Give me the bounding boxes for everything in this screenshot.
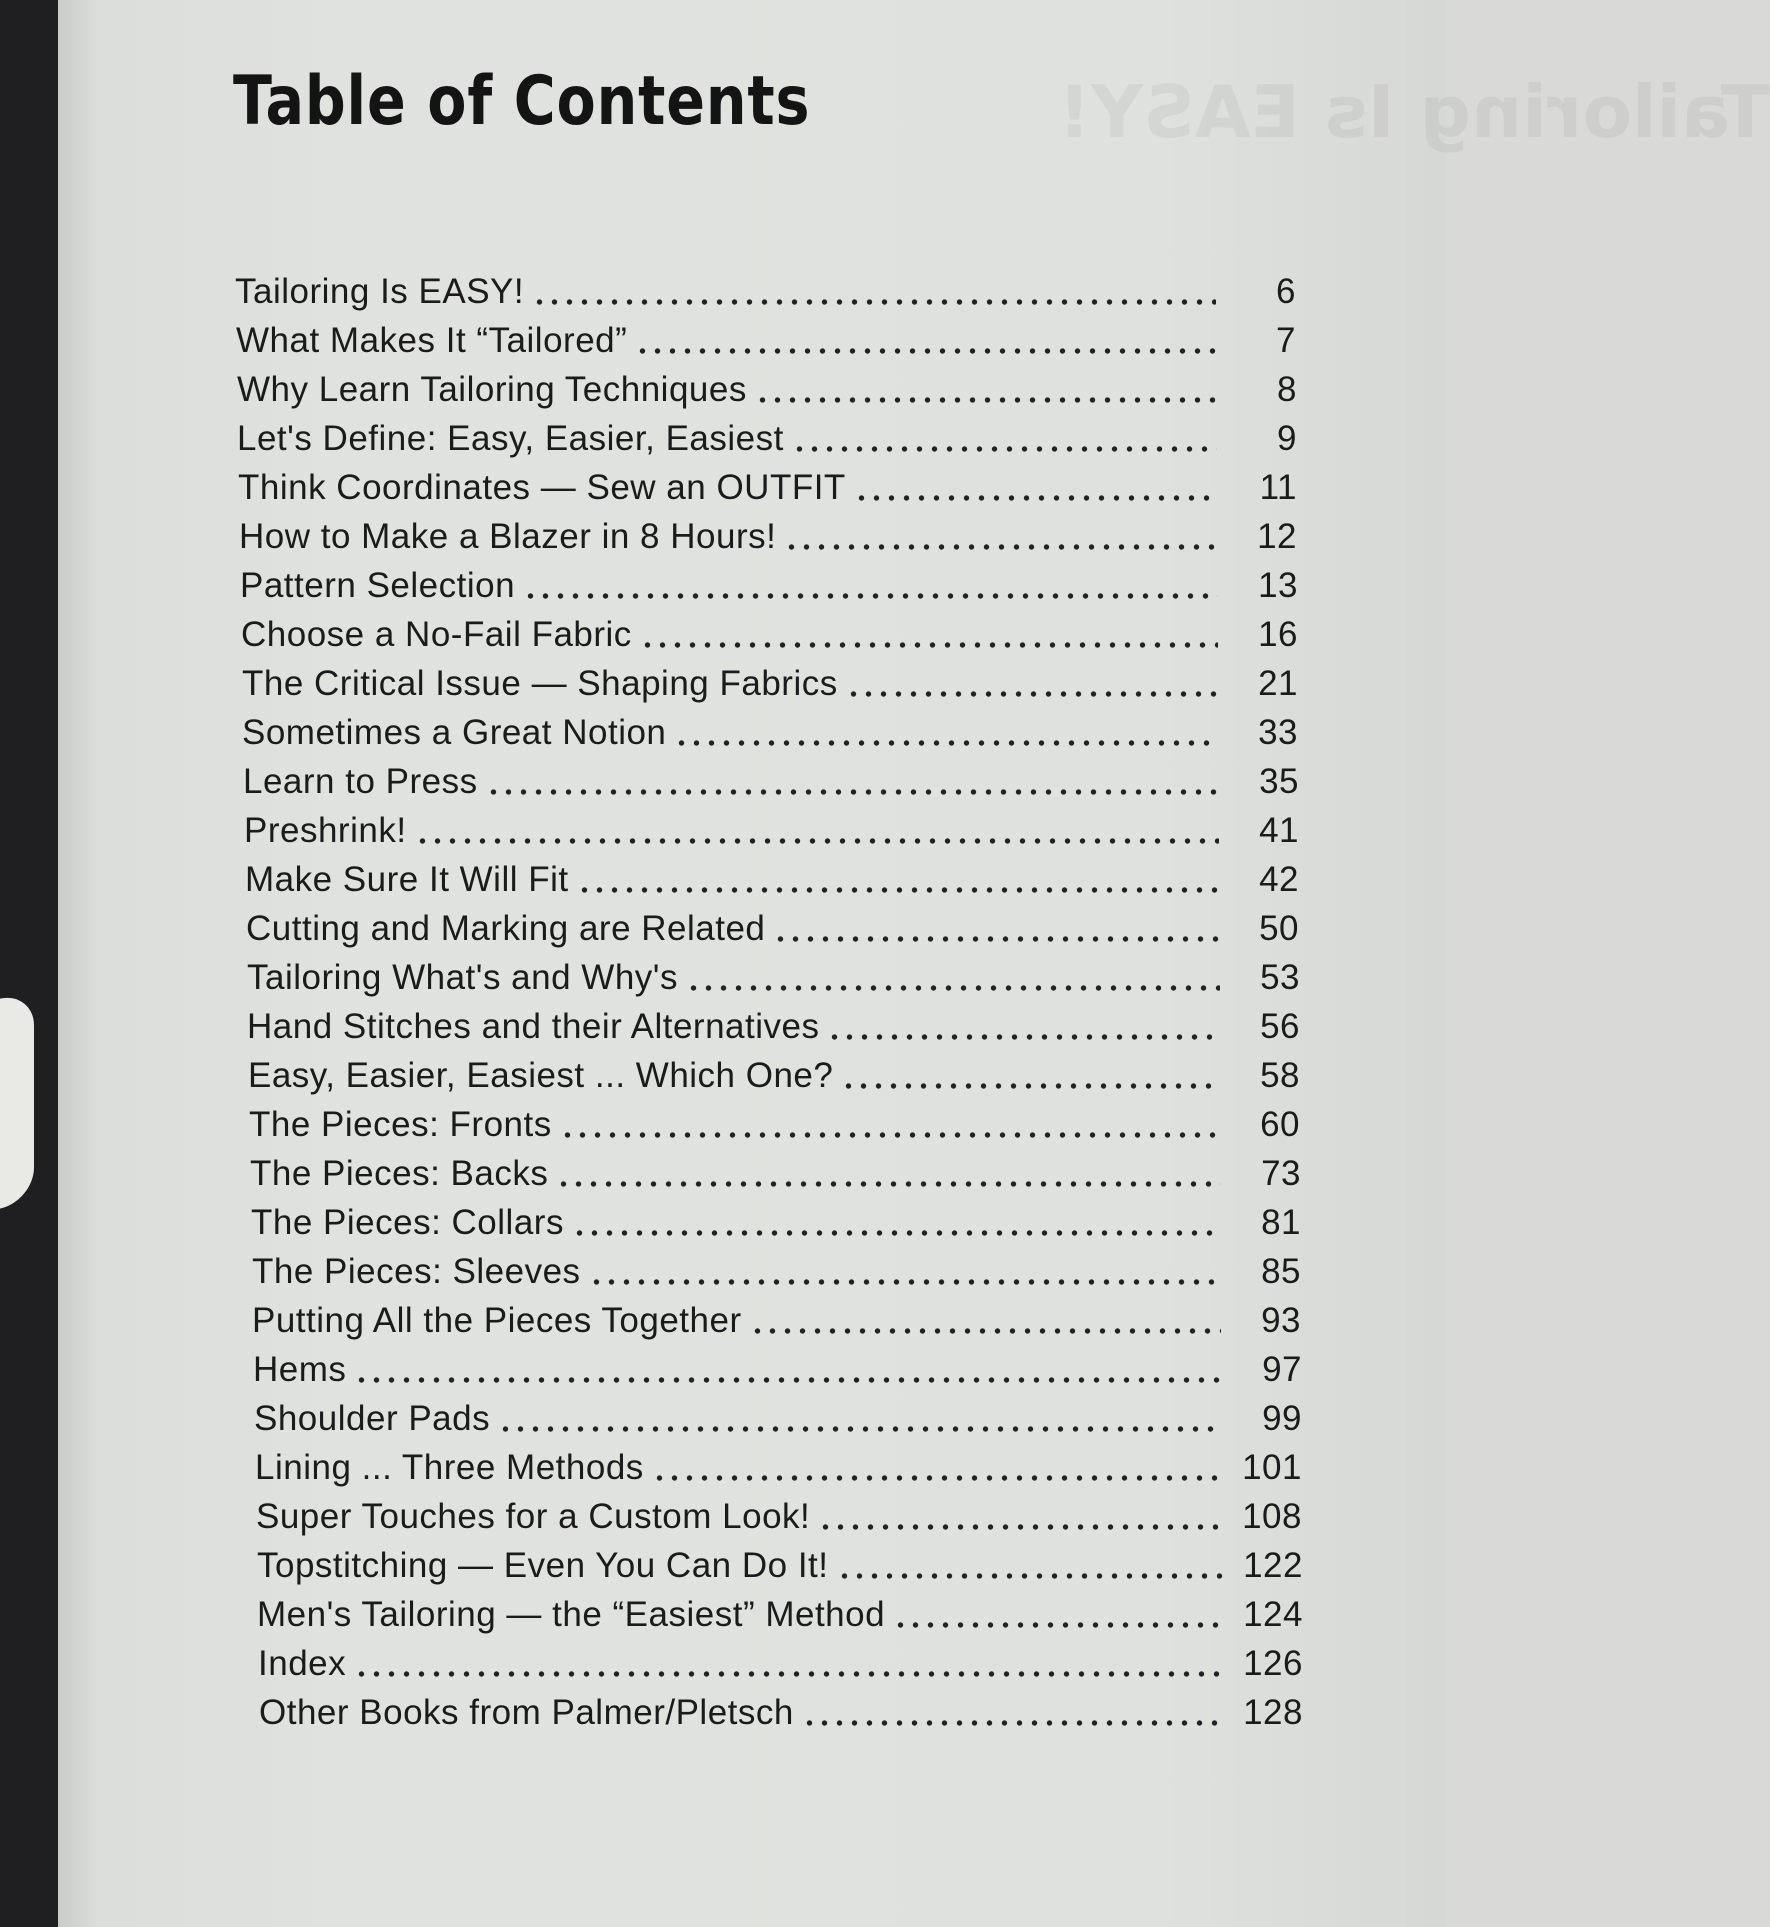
toc-entry-title: Make Sure It Will Fit xyxy=(245,860,569,899)
toc-entry xyxy=(58,1439,1445,1488)
dot-leader xyxy=(792,445,1217,453)
toc-entry xyxy=(58,998,1445,1047)
toc-page-number: 126 xyxy=(1243,1644,1303,1683)
toc-entry xyxy=(58,1292,1445,1341)
toc-entry xyxy=(58,1488,1445,1537)
toc-entry xyxy=(58,459,1445,508)
show-through-text: Tailoring Is EASY! xyxy=(1058,70,1770,154)
toc-entry xyxy=(58,1537,1445,1586)
dot-leader xyxy=(635,347,1216,355)
toc-entry xyxy=(58,802,1445,851)
toc-entry xyxy=(58,900,1445,949)
toc-entry-title: Putting All the Pieces Together xyxy=(252,1301,742,1340)
toc-entry-title: Topstitching — Even You Can Do It! xyxy=(257,1546,829,1585)
dot-leader xyxy=(818,1523,1222,1531)
dot-leader xyxy=(802,1719,1223,1727)
dot-leader xyxy=(750,1327,1221,1335)
toc-entry-title: The Critical Issue — Shaping Fabrics xyxy=(242,664,838,703)
toc-entry xyxy=(58,263,1445,312)
toc-entry xyxy=(58,1390,1445,1439)
toc-entry xyxy=(58,410,1445,459)
toc-page-number: 16 xyxy=(1258,615,1298,654)
toc-entry xyxy=(58,1243,1445,1292)
toc-entry xyxy=(58,949,1445,998)
toc-entry-title: Choose a No-Fail Fabric xyxy=(241,615,632,654)
page-title: Table of Contents xyxy=(233,62,811,141)
toc-entry-title: The Pieces: Fronts xyxy=(249,1105,552,1144)
dot-leader xyxy=(354,1670,1223,1678)
dot-leader xyxy=(532,298,1216,306)
toc-page-number: 33 xyxy=(1258,713,1298,752)
toc-entry-title: Shoulder Pads xyxy=(254,1399,491,1438)
toc-page-number: 99 xyxy=(1262,1399,1302,1438)
toc-entry-title: Pattern Selection xyxy=(240,566,516,605)
dot-leader xyxy=(773,935,1219,943)
toc-entry xyxy=(58,851,1445,900)
toc-page-number: 93 xyxy=(1261,1301,1301,1340)
toc-page-number: 42 xyxy=(1259,860,1299,899)
toc-entry-title: Men's Tailoring — the “Easiest” Method xyxy=(257,1595,886,1634)
toc-page-number: 97 xyxy=(1262,1350,1302,1389)
toc-page-number: 128 xyxy=(1243,1693,1303,1732)
dot-leader xyxy=(686,984,1220,992)
dot-leader xyxy=(893,1621,1223,1629)
toc-entry xyxy=(58,557,1445,606)
dot-leader xyxy=(486,788,1219,796)
dot-leader xyxy=(640,641,1218,649)
toc-entry-title: Easy, Easier, Easiest ... Which One? xyxy=(248,1056,834,1095)
toc-page-number: 58 xyxy=(1260,1056,1300,1095)
toc-entry-title: Lining ... Three Methods xyxy=(255,1448,644,1487)
dot-leader xyxy=(354,1376,1222,1384)
toc-entry xyxy=(58,1145,1445,1194)
toc-page-number: 122 xyxy=(1243,1546,1303,1585)
toc-page-number: 13 xyxy=(1258,566,1298,605)
toc-page-number: 50 xyxy=(1259,909,1299,948)
toc-page-number: 85 xyxy=(1261,1252,1301,1291)
dot-leader xyxy=(523,592,1218,600)
toc-entry-title: The Pieces: Collars xyxy=(251,1203,564,1242)
toc-page-number: 53 xyxy=(1260,958,1300,997)
toc-entry-title: Tailoring What's and Why's xyxy=(247,958,678,997)
dot-leader xyxy=(846,690,1218,698)
toc-page-number: 101 xyxy=(1242,1448,1302,1487)
toc-page-number: 41 xyxy=(1259,811,1299,850)
toc-page-number: 12 xyxy=(1257,517,1297,556)
toc-entry xyxy=(58,1586,1445,1635)
toc-entry-title: Hems xyxy=(253,1350,347,1389)
dot-leader xyxy=(837,1572,1224,1580)
dot-leader xyxy=(577,886,1219,894)
toc-entry-title: How to Make a Blazer in 8 Hours! xyxy=(239,517,777,556)
toc-entry xyxy=(58,704,1445,753)
toc-entry-title: What Makes It “Tailored” xyxy=(236,321,628,360)
toc-page-number: 9 xyxy=(1277,419,1297,458)
dot-leader xyxy=(498,1425,1222,1433)
toc-entry-title: Think Coordinates — Sew an OUTFIT xyxy=(238,468,846,507)
toc-page-number: 11 xyxy=(1259,468,1297,507)
page-tab xyxy=(0,991,34,1208)
dot-leader xyxy=(674,739,1218,747)
dot-leader xyxy=(572,1229,1221,1237)
toc-page-number: 124 xyxy=(1243,1595,1303,1634)
dot-leader xyxy=(784,543,1217,551)
toc-entry xyxy=(58,655,1445,704)
toc-entry-title: Preshrink! xyxy=(244,811,407,850)
toc-page-number: 8 xyxy=(1277,370,1297,409)
toc-page-number: 56 xyxy=(1260,1007,1300,1046)
toc-entry xyxy=(58,1341,1445,1390)
toc-page-number: 35 xyxy=(1259,762,1299,801)
toc-entry xyxy=(58,361,1445,410)
toc-list xyxy=(58,263,1445,1733)
dot-leader xyxy=(827,1033,1220,1041)
toc-entry xyxy=(58,1096,1445,1145)
dot-leader xyxy=(560,1131,1220,1139)
toc-entry xyxy=(58,508,1445,557)
toc-entry-title: Let's Define: Easy, Easier, Easiest xyxy=(237,419,784,458)
book-page xyxy=(58,0,1770,1927)
toc-entry-title: Why Learn Tailoring Techniques xyxy=(237,370,747,409)
toc-page-number: 81 xyxy=(1261,1203,1301,1242)
toc-entry xyxy=(58,606,1445,655)
toc-entry-title: Super Touches for a Custom Look! xyxy=(256,1497,811,1536)
toc-entry-title: Other Books from Palmer/Pletsch xyxy=(259,1693,794,1732)
toc-entry xyxy=(58,1635,1445,1684)
toc-page-number: 73 xyxy=(1261,1154,1301,1193)
book-binding xyxy=(0,0,58,1927)
toc-entry-title: Learn to Press xyxy=(243,762,478,801)
toc-page-number: 21 xyxy=(1258,664,1298,703)
toc-entry xyxy=(58,1047,1445,1096)
toc-entry xyxy=(58,753,1445,802)
dot-leader xyxy=(589,1278,1221,1286)
toc-entry-title: Cutting and Marking are Related xyxy=(246,909,766,948)
toc-entry-title: Index xyxy=(258,1644,347,1683)
toc-page-number: 6 xyxy=(1276,272,1296,311)
dot-leader xyxy=(841,1082,1220,1090)
toc-entry xyxy=(58,1194,1445,1243)
toc-entry-title: Hand Stitches and their Alternatives xyxy=(247,1007,820,1046)
toc-entry-title: Tailoring Is EASY! xyxy=(235,272,525,311)
dot-leader xyxy=(556,1180,1221,1188)
toc-entry-title: Sometimes a Great Notion xyxy=(242,713,667,752)
dot-leader xyxy=(415,837,1219,845)
dot-leader xyxy=(755,396,1217,404)
toc-entry-title: The Pieces: Sleeves xyxy=(252,1252,581,1291)
dot-leader xyxy=(652,1474,1222,1482)
toc-entry xyxy=(58,1684,1445,1733)
toc-entry xyxy=(58,312,1445,361)
dot-leader xyxy=(854,494,1217,502)
toc-page-number: 60 xyxy=(1260,1105,1300,1144)
toc-entry-title: The Pieces: Backs xyxy=(250,1154,549,1193)
toc-page-number: 108 xyxy=(1242,1497,1302,1536)
toc-page-number: 7 xyxy=(1276,321,1296,360)
